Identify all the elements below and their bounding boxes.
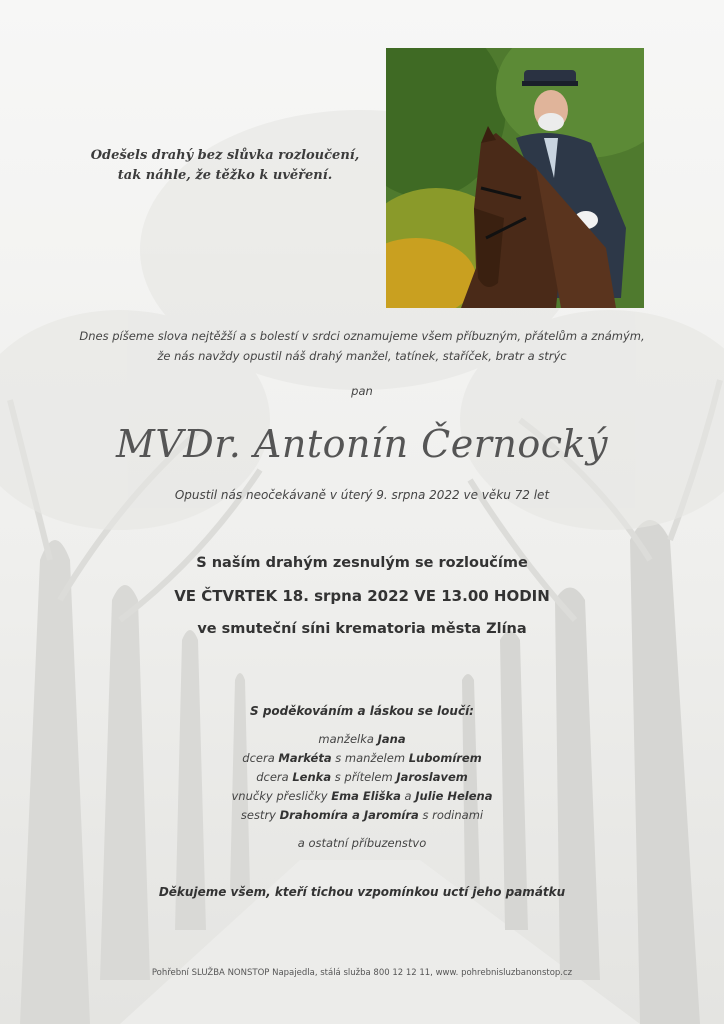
mourner-line: dcera Markéta s manželem Lubomírem [242, 751, 482, 765]
death-notice: Opustil nás neočekávaně v úterý 9. srpna 2022 ve věku 72 let [174, 488, 550, 502]
funeral-line-1: S naším drahým zesnulým se rozloučíme [196, 555, 528, 571]
mourner-line: dcera Lenka s přítelem Jaroslavem [256, 770, 468, 784]
mourners-heading: S poděkováním a láskou se loučí: [250, 704, 474, 718]
mourner-line: sestry Drahomíra a Jaromíra s rodinami [240, 808, 484, 822]
funeral-service-footer: Pohřební SLUŽBA NONSTOP Napajedla, stálá služba 800 12 12 11, www. pohrebnisluzbanonstop.cz [151, 968, 573, 978]
deceased-name: MVDr. Antonín Černocký [115, 422, 609, 466]
portrait-photo [386, 48, 644, 308]
poem-line-2: tak náhle, že těžko k uvěření. [117, 168, 333, 183]
announcement-line-1: Dnes píšeme slova nejtěžší a s bolestí v srdci oznamujeme všem příbuzným, přátelům a známým, [79, 329, 645, 343]
mourner-line: manželka Jana [318, 732, 406, 746]
mourner-line: vnučky přesličky Ema Eliška a Julie Helena [231, 789, 493, 803]
other-relatives: a ostatní příbuzenstvo [297, 836, 427, 850]
gratitude-line: Děkujeme všem, kteří tichou vzpomínkou uctí jeho památku [158, 885, 566, 899]
mourners-list [0, 730, 724, 825]
announcement-text [0, 326, 724, 366]
funeral-place: ve smuteční síni krematoria města Zlína [197, 621, 527, 637]
title-pan: pan [351, 384, 373, 398]
poem-line-1: Odešels drahý bez slůvka rozloučení, [90, 148, 360, 163]
poem [60, 146, 390, 186]
funeral-date: VE ČTVRTEK 18. srpna 2022 VE 13.00 HODIN [174, 587, 550, 605]
announcement-line-2: že nás navždy opustil náš drahý manžel, tatínek, staříček, bratr a strýc [157, 349, 567, 363]
